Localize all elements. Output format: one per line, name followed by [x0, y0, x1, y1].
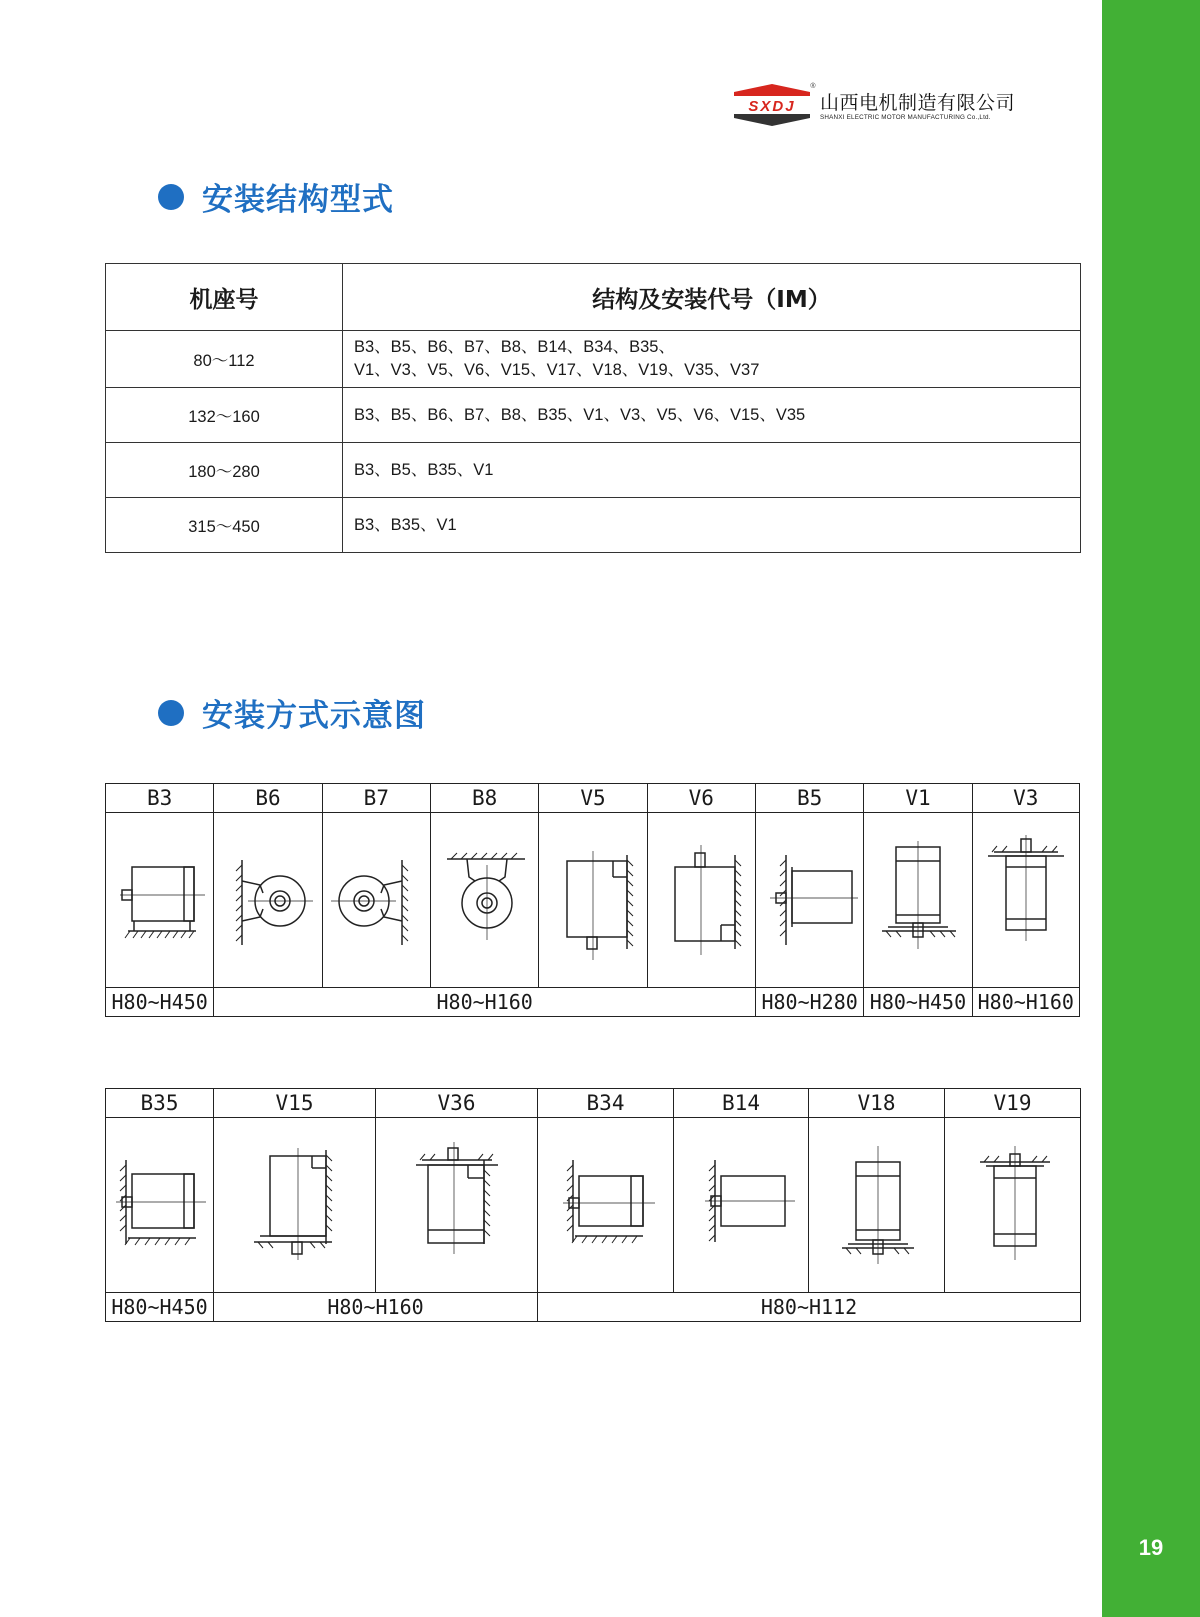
- section-title-structure: 安装结构型式: [158, 174, 394, 219]
- table-row: [106, 443, 1081, 498]
- frame-range-label: H80~H160: [214, 1293, 538, 1322]
- mount-code-label: V1: [864, 784, 972, 813]
- company-name-en: SHANXI ELECTRIC MOTOR MANUFACTURING Co.,Ltd.: [820, 114, 991, 121]
- frame-range-label: H80~H450: [106, 1293, 214, 1322]
- mount-diagram-row: [106, 1118, 1081, 1293]
- b8-mount-icon: [435, 815, 535, 985]
- sxdj-logo-icon: [728, 80, 816, 130]
- mount-header-row: [106, 784, 1080, 813]
- mounting-diagram-table-1: [105, 783, 1080, 1017]
- frame-range-label: H80~H280: [755, 988, 863, 1017]
- mount-code-label: B6: [214, 784, 322, 813]
- logo-mark-text: SXDJ: [748, 98, 796, 115]
- frame-range-label: H80~H160: [972, 988, 1079, 1017]
- v36-mount-icon: [382, 1120, 532, 1290]
- b35-mount-icon: [110, 1120, 210, 1290]
- frame-header: 机座号: [106, 264, 343, 331]
- mount-code-label: B8: [430, 784, 538, 813]
- section-title-diagrams: 安装方式示意图: [158, 690, 426, 735]
- frame-cell: 315～450: [106, 498, 343, 553]
- table-row: [106, 331, 1081, 388]
- mount-code-label: B7: [322, 784, 430, 813]
- v5-mount-icon: [543, 815, 643, 985]
- v6-mount-icon: [651, 815, 751, 985]
- mount-code-label: V36: [376, 1089, 538, 1118]
- v19-mount-icon: [950, 1120, 1075, 1290]
- mount-code-label: V3: [972, 784, 1079, 813]
- bullet-dot-icon: [158, 184, 184, 210]
- b3-mount-icon: [110, 815, 210, 985]
- v1-mount-icon: [868, 815, 968, 985]
- codes-cell: B3、B5、B6、B7、B8、B35、V1、V3、V5、V6、V15、V35: [343, 388, 1081, 443]
- company-name-cn: 山西电机制造有限公司: [820, 92, 1016, 114]
- mount-code-label: V5: [539, 784, 647, 813]
- codes-cell: B3、B35、V1: [343, 498, 1081, 553]
- codes-cell: B3、B5、B6、B7、B8、B14、B34、B35、 V1、V3、V5、V6、V15、V17、V18、V19、V35、V37: [343, 331, 1081, 388]
- side-color-bar: [1102, 0, 1200, 1617]
- mount-header-row: [106, 1089, 1081, 1118]
- mount-code-label: V6: [647, 784, 755, 813]
- frame-range-label: H80~H450: [864, 988, 972, 1017]
- mounting-spec-table: [105, 263, 1081, 553]
- mount-code-label: B34: [538, 1089, 674, 1118]
- codes-header: 结构及安装代号（IM）: [343, 264, 1081, 331]
- b5-mount-icon: [760, 815, 860, 985]
- mounting-diagram-table-2: [105, 1088, 1081, 1322]
- mount-code-label: B3: [106, 784, 214, 813]
- table-row: [106, 388, 1081, 443]
- v18-mount-icon: [814, 1120, 939, 1290]
- mount-diagram-row: [106, 813, 1080, 988]
- table-row: [106, 498, 1081, 553]
- bullet-dot-icon: [158, 700, 184, 726]
- frame-cell: 80～112: [106, 331, 343, 388]
- mount-range-row: [106, 988, 1080, 1017]
- v3-mount-icon: [976, 815, 1076, 985]
- codes-cell: B3、B5、B35、V1: [343, 443, 1081, 498]
- frame-range-label: H80~H160: [214, 988, 756, 1017]
- mount-code-label: V19: [945, 1089, 1081, 1118]
- mount-code-label: B5: [755, 784, 863, 813]
- frame-cell: 180～280: [106, 443, 343, 498]
- v15-mount-icon: [220, 1120, 370, 1290]
- company-logo: [728, 80, 1028, 130]
- mount-code-label: B14: [674, 1089, 809, 1118]
- registered-mark: ®: [810, 83, 816, 90]
- table-header-row: [106, 264, 1081, 331]
- b6-mount-icon: [218, 815, 318, 985]
- mount-code-label: B35: [106, 1089, 214, 1118]
- b7-mount-icon: [326, 815, 426, 985]
- frame-range-label: H80~H450: [106, 988, 214, 1017]
- b14-mount-icon: [679, 1120, 804, 1290]
- mount-range-row: [106, 1293, 1081, 1322]
- frame-cell: 132～160: [106, 388, 343, 443]
- frame-range-label: H80~H112: [538, 1293, 1081, 1322]
- mount-code-label: V18: [809, 1089, 945, 1118]
- b34-mount-icon: [543, 1120, 668, 1290]
- mount-code-label: V15: [214, 1089, 376, 1118]
- page-number: 19: [1138, 1535, 1164, 1560]
